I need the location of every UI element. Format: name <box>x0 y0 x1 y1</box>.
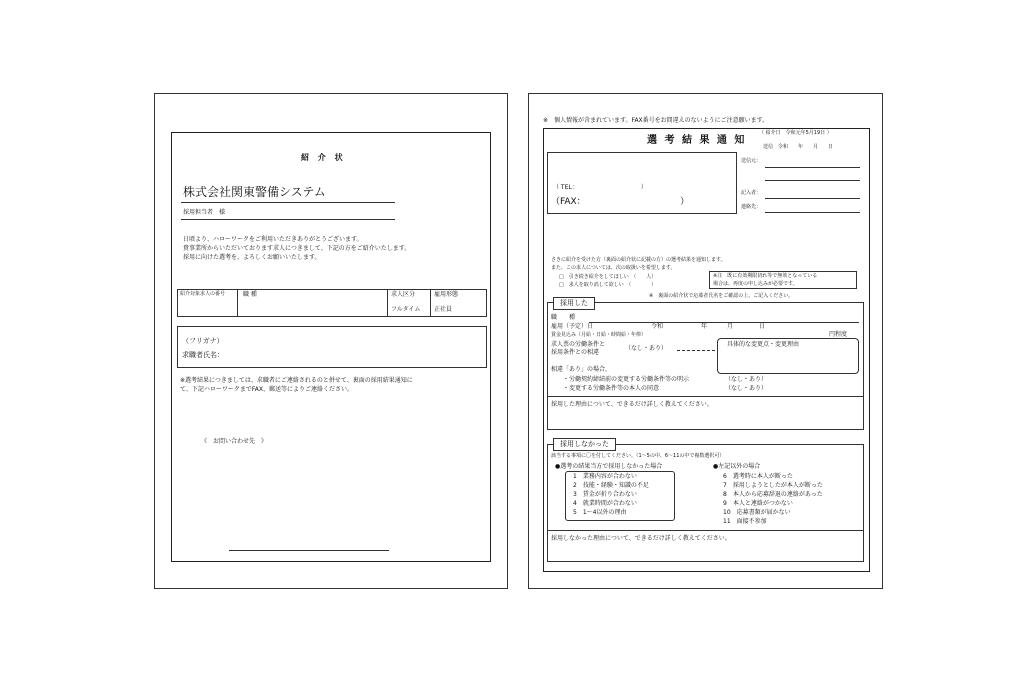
hire-date-year: 年 <box>701 323 708 330</box>
options-note-1: ※注 既に有効期限切れ等で無効となっている <box>713 273 818 279</box>
option-continue[interactable]: □ 引き続き紹介をしてほしい （ 人） <box>559 274 657 280</box>
employment-type-value: 正社員 <box>434 306 453 313</box>
if-yes-label: 相違「あり」の場合、 <box>551 366 612 373</box>
diff-choice[interactable]: （なし・あり） <box>625 345 668 352</box>
rejected-right-heading: ●左記以外の場合 <box>713 463 761 470</box>
sub-choice-1[interactable]: （なし・あり） <box>725 376 768 383</box>
furigana-label: （フリガナ） <box>182 337 224 345</box>
rejected-reason: 採用しなかった理由について、できるだけ詳しく教えてください。 <box>551 535 731 542</box>
reject-reason-9[interactable]: 9 本人と連絡がつかない <box>723 500 793 507</box>
sender-line <box>765 167 860 168</box>
job-category-value: フルタイム <box>391 306 421 313</box>
fax-warning: ※ 個人情報が含まれています。FAX番号をお間違えのないようにご注意願います。 <box>543 117 769 124</box>
fax-field: （FAX： ） <box>551 197 690 207</box>
diff-arrow <box>677 350 715 351</box>
result-title: 選 考 結 果 通 知 <box>647 135 747 146</box>
hire-date-era: 令和 <box>651 323 664 330</box>
option-cancel[interactable]: □ 求人を取り消して欲しい （ ） <box>559 282 657 288</box>
table-divider <box>430 289 431 317</box>
reject-reason-4[interactable]: 4 就業時間が合わない <box>573 500 637 507</box>
table-divider <box>387 289 388 317</box>
adopted-tab: 採用した <box>553 297 595 310</box>
rejected-reason-divider <box>547 530 864 531</box>
reject-reason-8[interactable]: 8 本人から応募辞退の連絡があった <box>723 491 823 498</box>
hire-date-row: 雇用（予定）日 <box>551 323 594 330</box>
greeting-line-1: 日頃より、ハローワークをご利用いただきありがとうございます。 <box>183 236 363 243</box>
diff-row-1: 求人票の労働条件と <box>551 341 606 348</box>
tel-field: （ TEL： ） <box>553 184 647 191</box>
intro-line-1: さきに紹介を受けた方（裏面の紹介状に記載の方）の選考結果を通知します。 <box>551 257 726 263</box>
intro-line-2: また、この求人については、次の取扱いを希望します。 <box>551 265 676 271</box>
applicant-name-label: 求職者氏名： <box>182 351 224 359</box>
rejected-instruction: 該当する事項に〇を付してください。（1〜5の中、6〜11の中で複数選択可） <box>551 453 725 459</box>
reject-reason-2[interactable]: 2 技能・経験・知識の不足 <box>573 482 649 489</box>
greeting-line-3: 採用に向けた選考を、よろしくお願いいたします。 <box>183 254 321 261</box>
signature-line <box>229 550 389 551</box>
reject-reason-1[interactable]: 1 業務内容が合わない <box>573 473 637 480</box>
notice-line-2: て、下記ハローワークまでFAX、郵送等によりご連絡ください。 <box>180 386 353 393</box>
selection-result-page <box>528 93 883 589</box>
job-type-row: 職 種 <box>551 314 576 321</box>
hire-date-month: 月 <box>727 323 734 330</box>
sub-choice-2[interactable]: （なし・あり） <box>725 385 768 392</box>
diff-row-2: 採用条件との相違 <box>551 349 600 356</box>
hire-date-day: 日 <box>759 323 766 330</box>
notice-line-1: ※選考結果につきましては、求職者にご連絡されるのと併せて、裏面の採用結果通知に <box>180 377 413 384</box>
reject-reason-11[interactable]: 11 面接不参加 <box>723 518 767 525</box>
reject-reason-5[interactable]: 5 1〜4以外の理由 <box>573 509 627 516</box>
letter-title: 紹 介 状 <box>301 153 346 162</box>
referral-letter-page <box>154 93 508 589</box>
options-note-2: 場合は、再度の申し込みが必要です。 <box>713 281 798 287</box>
job-type-underline <box>589 322 859 323</box>
job-type-header: 職 種 <box>243 291 257 298</box>
sub-condition-1: ・労働契約締結前の変更する労働条件等の明示 <box>563 376 690 383</box>
job-category-header: 求人区分 <box>391 291 416 298</box>
phone-line <box>765 212 860 213</box>
diff-detail-label: 具体的な変更点・変更理由 <box>727 341 800 348</box>
company-underline <box>181 202 395 203</box>
phone-label: 連絡先： <box>741 204 762 210</box>
rejected-tab: 採用しなかった <box>553 438 616 451</box>
reject-reason-7[interactable]: 7 採用しようとしたが本人が断った <box>723 482 823 489</box>
writer-label: 記入者： <box>741 190 762 196</box>
writer-line <box>765 198 860 199</box>
applicant-box <box>177 326 487 368</box>
sub-condition-2: ・変更する労働条件等の本人の同意 <box>563 385 660 392</box>
company-name: 株式会社関東警備システム <box>183 185 326 199</box>
issue-date: （ 紹介日 令和元年5月19日 ） <box>759 130 832 136</box>
adopted-reason: 採用した理由について、できるだけ詳しく教えてください。 <box>551 401 713 408</box>
greeting-line-2: 貴事業所からいただいております求人につきまして、下記の方をご紹介いたします。 <box>183 245 411 252</box>
sender-line-2 <box>765 180 860 181</box>
reject-reason-3[interactable]: 3 賃金が折り合わない <box>573 491 637 498</box>
wage-unit: 円程度 <box>829 331 848 338</box>
section-note: ※ 裏面の紹介状で応募者氏名をご確認の上、ご記入ください。 <box>649 293 794 299</box>
sender-label: 送信元： <box>741 158 762 164</box>
job-number-header: 紹介対象求人の番号 <box>180 291 226 297</box>
reason-divider <box>547 396 864 397</box>
recipient-line: 採用担当者 様 <box>183 209 226 216</box>
wage-row: 賃金見込み（月給・日給・時間給・年俸） <box>551 332 647 338</box>
send-date: 送信 令和 年 月 日 <box>763 144 834 150</box>
rejected-left-heading: ●選考の結果当方で採用しなかった場合 <box>555 463 663 470</box>
table-divider <box>237 289 238 317</box>
reject-reason-6[interactable]: 6 選考時に本人が断った <box>723 473 793 480</box>
reject-reason-10[interactable]: 10 応募書類が届かない <box>723 509 791 516</box>
contact-heading: 《 お問い合わせ先 》 <box>201 438 268 445</box>
recipient-underline <box>181 219 395 220</box>
employment-type-header: 雇用形態 <box>434 291 459 298</box>
